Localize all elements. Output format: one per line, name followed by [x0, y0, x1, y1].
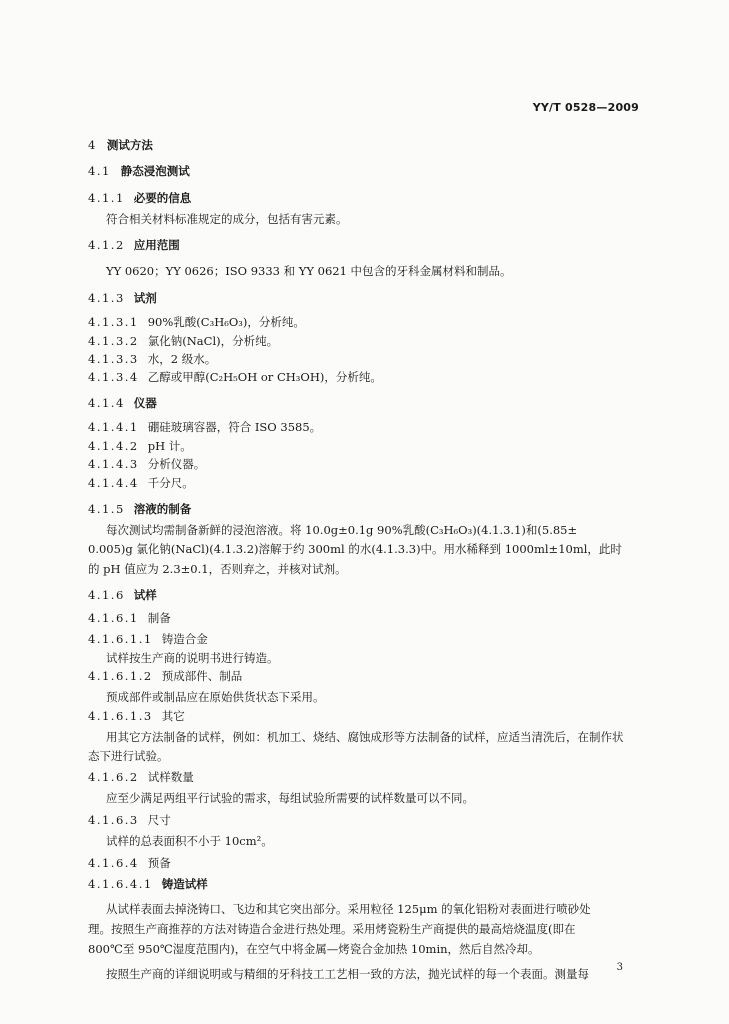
section-number: 4.1.6.1.3 [88, 709, 153, 723]
section-text: 试样数量 [147, 770, 194, 784]
section-text: 尺寸 [147, 813, 171, 827]
section-number: 4.1.4.4 [88, 476, 139, 490]
section-number: 4.1.6.4.1 [88, 877, 153, 891]
section-number: 4.1.6 [88, 588, 125, 602]
section-text: 测试方法 [106, 138, 153, 152]
section-number: 4.1.4.2 [88, 439, 139, 453]
heading-line [88, 352, 216, 366]
page-number: 3 [616, 962, 623, 973]
paragraph-continuation-line: 的 pH 值应为 2.3±0.1，否则弃之，并核对试剂。 [88, 562, 347, 576]
paragraph-line: 从试样表面去掉浇铸口、飞边和其它突出部分。采用粒径 125μm 的氧化铝粉对表面进行喷砂处 [106, 902, 591, 916]
heading-line [88, 238, 180, 252]
section-number: 4.1.3 [88, 291, 125, 305]
section-number: 4.1.3.4 [88, 370, 139, 384]
paragraph-line: 按照生产商的详细说明或与精细的牙科技工工艺相一致的方法，抛光试样的每一个表面。测量每 [106, 967, 589, 981]
heading-line [88, 370, 382, 384]
section-text: 仪器 [133, 396, 157, 410]
section-number: 4.1.2 [88, 238, 125, 252]
section-text: 预备 [147, 856, 171, 870]
section-number: 4.1.6.3 [88, 813, 139, 827]
section-text: pH 计。 [147, 439, 192, 453]
section-number: 4.1 [88, 164, 111, 178]
section-text: 乙醇或甲醇(C₂H₅OH or CH₃OH)，分析纯。 [147, 370, 382, 384]
paragraph-line: 预成部件或制品应在原始供货状态下采用。 [106, 690, 325, 704]
section-text: 静态浸泡测试 [120, 164, 190, 178]
heading-line [88, 396, 157, 410]
paragraph-continuation-line: 0.005)g 氯化钠(NaCl)(4.1.3.2)溶解于约 300ml 的水(4.1.3.3)中。用水稀释到 1000ml±10ml，此时 [88, 542, 622, 556]
heading-line [88, 291, 157, 305]
heading-line [88, 856, 171, 870]
section-number: 4.1.3.3 [88, 352, 139, 366]
heading-line [88, 334, 278, 348]
heading-line [88, 457, 205, 471]
section-number: 4.1.4.1 [88, 420, 139, 434]
section-number: 4.1.3.1 [88, 315, 139, 329]
heading-line [88, 813, 171, 827]
section-number: 4.1.6.4 [88, 856, 139, 870]
heading-line [88, 611, 171, 625]
heading-line [88, 588, 157, 602]
heading-line [88, 877, 208, 891]
section-number: 4.1.3.2 [88, 334, 139, 348]
section-text: 试样 [133, 588, 157, 602]
paragraph-continuation-line: 800℃至 950℃湿度范围内)，在空气中将金属—烤瓷合金加热 10min，然后自然冷却。 [88, 942, 540, 956]
section-text: 其它 [161, 709, 185, 723]
paragraph-continuation-line: 态下进行试验。 [88, 749, 169, 763]
heading-line [88, 632, 208, 646]
paragraph-line: 用其它方法制备的试样，例如：机加工、烧结、腐蚀成形等方法制备的试样，应适当清洗后，在制作状 [106, 730, 624, 744]
heading-line [88, 164, 190, 178]
section-number: 4.1.5 [88, 502, 125, 516]
section-text: 千分尺。 [147, 476, 194, 490]
section-text: 预成部件、制品 [161, 669, 243, 683]
heading-line [88, 476, 194, 490]
section-number: 4.1.1 [88, 191, 125, 205]
section-number: 4 [88, 138, 97, 152]
heading-line [88, 315, 305, 329]
heading-line [88, 770, 194, 784]
section-text: 制备 [147, 611, 171, 625]
heading-line [88, 669, 242, 683]
paragraph-line: 应至少满足两组平行试验的需求，每组试验所需要的试样数量可以不同。 [106, 791, 474, 805]
section-number: 4.1.6.1.1 [88, 632, 153, 646]
section-number: 4.1.6.1.2 [88, 669, 153, 683]
section-text: 试剂 [133, 291, 157, 305]
paragraph-line: 每次测试均需制备新鲜的浸泡溶液。将 10.0g±0.1g 90%乳酸(C₃H₆O₃)(4.1.3.1)和(5.85± [106, 523, 578, 537]
section-text: 铸造合金 [161, 632, 208, 646]
section-text: 铸造试样 [161, 877, 208, 891]
section-text: 硼硅玻璃容器，符合 ISO 3585。 [147, 420, 322, 434]
paragraph-line: 试样的总表面积不小于 10cm²。 [106, 834, 273, 848]
section-text: 90%乳酸(C₃H₆O₃)，分析纯。 [147, 315, 305, 329]
paragraph-line: YY 0620；YY 0626；ISO 9333 和 YY 0621 中包含的牙科金属材料和制品。 [106, 264, 512, 278]
heading-line [88, 138, 153, 152]
paragraph-line: 符合相关材料标准规定的成分，包括有害元素。 [106, 212, 348, 226]
paragraph-continuation-line: 理。按照生产商推荐的方法对铸造合金进行热处理。采用烤瓷粉生产商提供的最高焙烧温度(即在 [88, 922, 576, 936]
heading-line [88, 709, 185, 723]
section-text: 分析仪器。 [147, 457, 206, 471]
paragraph-line: 试样按生产商的说明书进行铸造。 [106, 651, 279, 665]
section-text: 溶液的制备 [133, 502, 192, 516]
heading-line [88, 439, 192, 453]
section-number: 4.1.4.3 [88, 457, 139, 471]
standard-code-header: YY/T 0528—2009 [532, 101, 639, 114]
section-text: 水，2 级水。 [147, 352, 217, 366]
section-number: 4.1.6.2 [88, 770, 139, 784]
section-text: 应用范围 [133, 238, 180, 252]
section-text: 必要的信息 [133, 191, 192, 205]
heading-line [88, 502, 191, 516]
section-number: 4.1.4 [88, 396, 125, 410]
section-number: 4.1.6.1 [88, 611, 139, 625]
heading-line [88, 191, 191, 205]
heading-line [88, 420, 321, 434]
section-text: 氯化钠(NaCl)，分析纯。 [147, 334, 279, 348]
